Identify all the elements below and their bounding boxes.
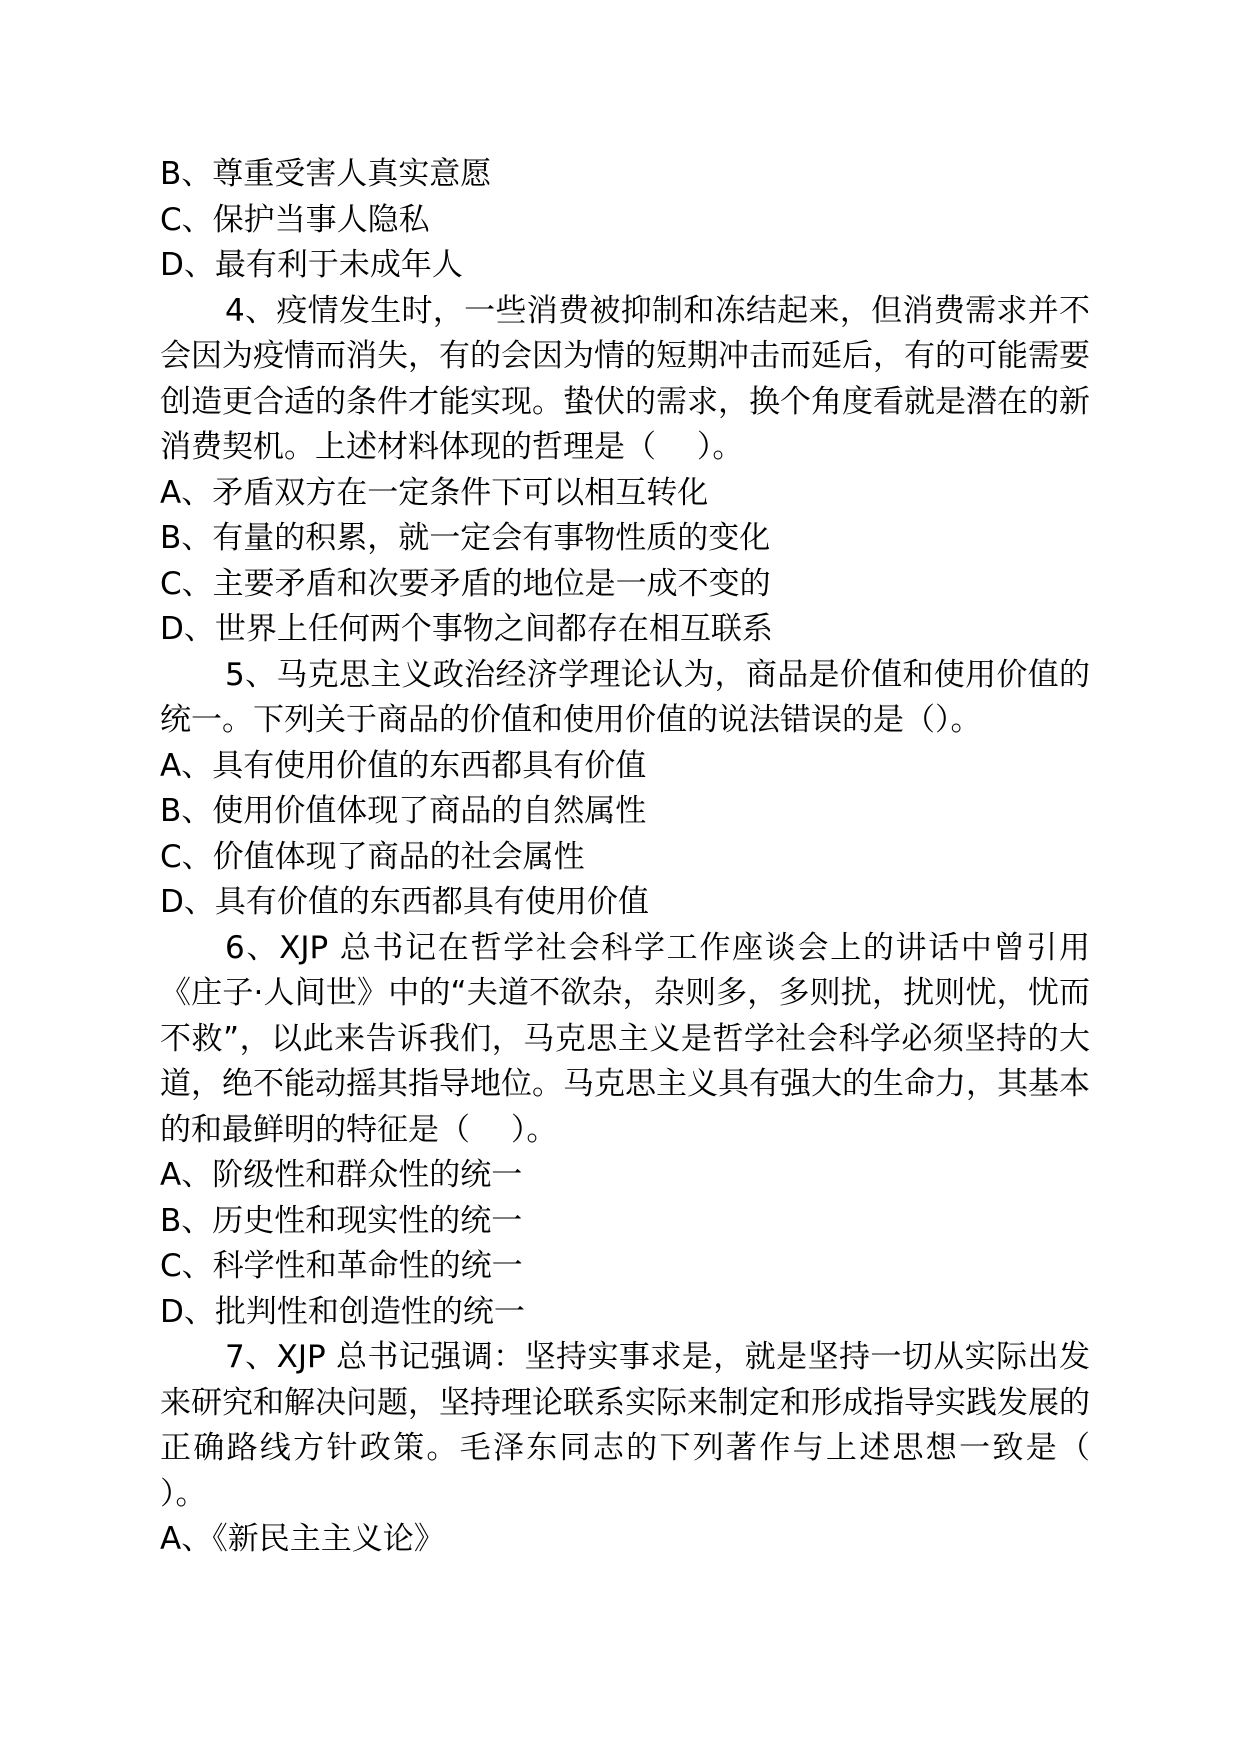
answer-option: D、最有利于未成年人 <box>160 247 463 283</box>
question-text: 6、XJP 总书记在哲学社会科学工作座谈会上的讲话中曾引用《庄子·人间世》中的“夫道不欲杂，杂则多，多则扰，扰则忧，忧而不救”，以此来告诉我们，马克思主义是哲学社会科学必须坚持的大道，绝不能动摇其指导地位。马克思主义具有强大的生命力，其基本的和最鲜明的特征是（ ）。 <box>160 929 1090 1148</box>
answer-option: B、有量的积累，就一定会有事物性质的变化 <box>160 520 771 556</box>
answer-option: C、主要矛盾和次要矛盾的地位是一成不变的 <box>160 565 771 602</box>
question-text: 5、马克思主义政治经济学理论认为，商品是价值和使用价值的统一。下列关于商品的价值和使用价值的说法错误的是（）。 <box>160 656 1090 738</box>
answer-option: A、《新民主主义论》 <box>160 1521 445 1557</box>
answer-option: D、批判性和创造性的统一 <box>160 1293 525 1330</box>
answer-option: B、历史性和现实性的统一 <box>160 1202 523 1239</box>
answer-option: C、价值体现了商品的社会属性 <box>160 838 585 875</box>
question-text: 4、疫情发生时，一些消费被抑制和冻结起来，但消费需求并不会因为疫情而消失，有的会因为情的短期冲击而延后，有的可能需要创造更合适的条件才能实现。蛰伏的需求，换个角度看就是潜在的新消费契机。上述材料体现的哲理是（ ）。 <box>160 292 1090 465</box>
answer-option: B、尊重受害人真实意愿 <box>160 156 492 192</box>
page-content <box>160 152 1131 1563</box>
answer-option: A、矛盾双方在一定条件下可以相互转化 <box>160 474 709 511</box>
answer-option: B、使用价值体现了商品的自然属性 <box>160 793 647 829</box>
answer-option: D、世界上任何两个事物之间都存在相互联系 <box>160 611 773 647</box>
answer-option: A、具有使用价值的东西都具有价值 <box>160 747 647 784</box>
answer-option: C、科学性和革命性的统一 <box>160 1248 523 1284</box>
answer-option: C、保护当事人隐私 <box>160 201 430 238</box>
question-text: 7、XJP 总书记强调：坚持实事求是，就是坚持一切从实际出发来研究和解决问题，坚持理论联系实际来制定和形成指导实践发展的正确路线方针政策。毛泽东同志的下列著作与上述思想一致是（ ）。 <box>160 1339 1131 1512</box>
answer-option: A、阶级性和群众性的统一 <box>160 1157 523 1193</box>
answer-option: D、具有价值的东西都具有使用价值 <box>160 884 649 920</box>
